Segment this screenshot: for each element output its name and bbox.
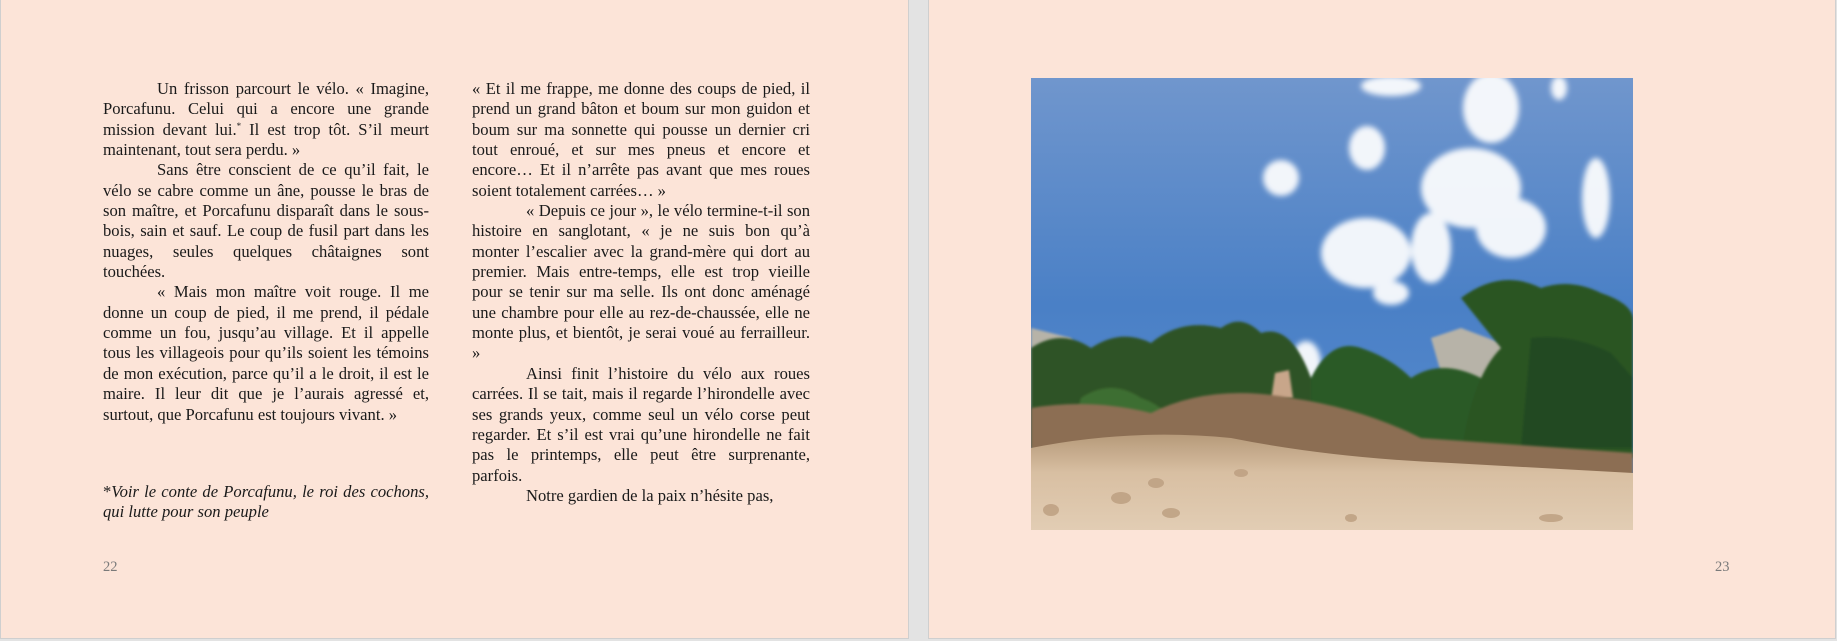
paragraph: [103, 79, 429, 160]
text-column-right: [472, 79, 810, 506]
page-number: 23: [1715, 559, 1730, 575]
paragraph-text: Il est trop tôt. S’il meurt maintenant, tout sera perdu. »: [103, 119, 429, 160]
page-number: 22: [103, 559, 118, 575]
text-column-left: [103, 79, 429, 425]
paragraph-text: Un frisson parcourt le vélo. « Imagine, Porcafunu. Celui qui a encore une grande mission devant lui.: [103, 79, 429, 139]
left-page: [1, 0, 908, 638]
paragraph: Notre gardien de la paix n’hésite pas,: [526, 485, 774, 505]
footnote: [103, 482, 429, 523]
footnote-text: Voir le conte de Porcafunu, le roi des cochons, qui lutte pour son peuple: [103, 482, 429, 522]
paragraph: Sans être conscient de ce qu’il fait, le vélo se cabre comme un âne, pousse le bras de son maître, et Porcafunu disparaît dans le sous-bois, sain et sauf. Le coup de fusil part dans les nuages, seules quelques châtaignes sont touchées.: [103, 160, 429, 282]
paragraph: « Mais mon maître voit rouge. Il me donne un coup de pied, il me prend, il pédale comme un fou, jusqu’au village. Et il appelle tous les villageois pour qu’ils soient les témoins de mon exécution, parce qu’il a le droit, il est le maire. Il leur dit que je l’aurais agressé et, surtout, que Porcafunu est toujours vivant. »: [103, 282, 429, 424]
footnote-reference[interactable]: *: [236, 120, 242, 131]
paragraph: « Et il me frappe, me donne des coups de pied, il prend un grand bâton et boum sur mon guidon et boum sur ma sonnette qui pousse un dernier cri tout enroué, et sur mes pneus et encore et encore… Et il n’arrête pas avant que mes roues soient totalement carrées… »: [472, 79, 810, 200]
footnote-mark: *: [103, 482, 112, 501]
paragraph: Ainsi finit l’histoire du vélo aux roues carrées. Il se tait, mais il regarde l’hirondelle avec ses grands yeux, comme seul un vélo corse peut regarder. Et s’il est vrai qu’une hirondelle ne fait pas le printemps, elle peut être surprenante, parfois.: [472, 363, 810, 485]
right-page: [929, 0, 1835, 638]
landscape-photo: [1031, 78, 1633, 530]
photo-illustration: [1031, 78, 1633, 530]
paragraph: « Depuis ce jour », le vélo termine-t-il son histoire en sanglotant, « je ne suis bon qu’à monter l’escalier avec la grand-mère qui dort au premier. Mais entre-temps, elle est trop vieille pour se tenir sur ma selle. Ils ont donc aménagé une chambre pour elle au rez-de-chaussée, elle ne monte plus, et bientôt, je serai voué au ferrailleur. »: [472, 201, 810, 363]
